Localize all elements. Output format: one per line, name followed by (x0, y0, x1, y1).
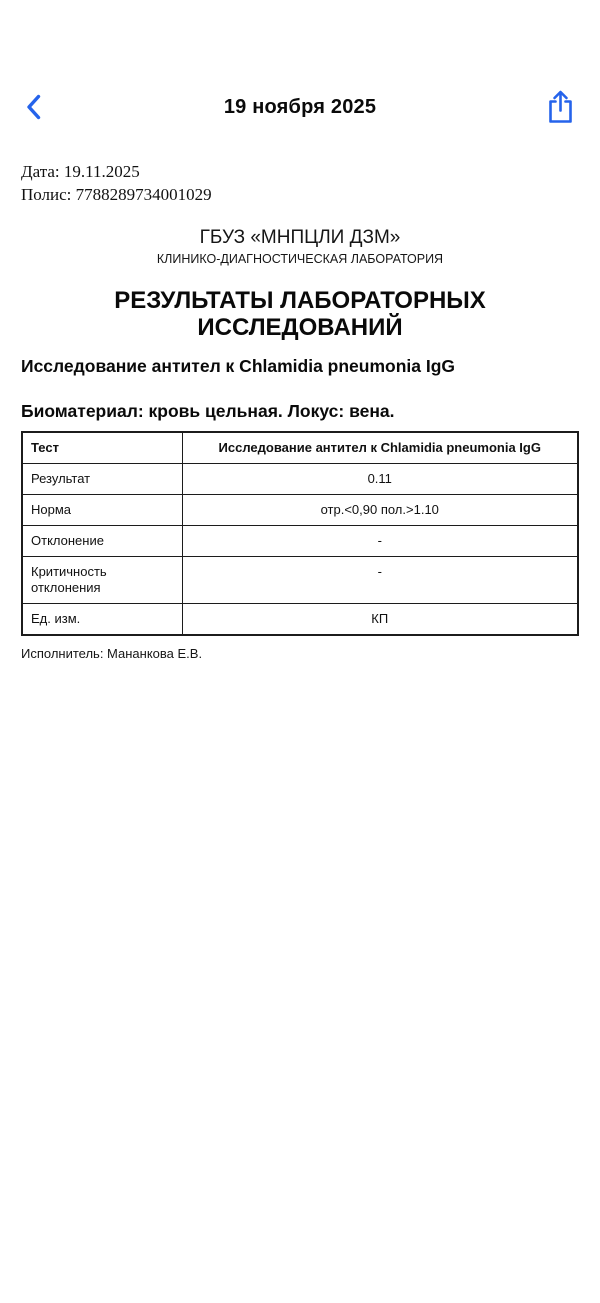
row-label: Результат (22, 464, 182, 495)
row-value: 0.11 (182, 464, 578, 495)
table-row (22, 432, 578, 464)
biomaterial-line: Биоматериал: кровь цельная. Локус: вена. (21, 401, 395, 421)
row-value: Исследование антител к Chlamidia pneumonia IgG (182, 432, 578, 464)
row-value: - (182, 557, 578, 604)
table-row (22, 464, 578, 495)
org-header (21, 227, 579, 267)
share-icon (547, 89, 574, 125)
row-label: Критичность отклонения (22, 557, 182, 604)
row-value: отр.<0,90 пол.>1.10 (182, 495, 578, 526)
table-row (22, 495, 578, 526)
row-label: Ед. изм. (22, 604, 182, 636)
chevron-left-icon (26, 94, 41, 120)
nav-title: 19 ноября 2025 (223, 95, 377, 118)
date-line: Дата: 19.11.2025 (21, 162, 140, 181)
executor-line: Исполнитель: Мананкова Е.В. (21, 646, 203, 661)
document-title: РЕЗУЛЬТАТЫ ЛАБОРАТОРНЫХ ИССЛЕДОВАНИЙ (114, 287, 486, 341)
row-value: КП (182, 604, 578, 636)
row-label: Норма (22, 495, 182, 526)
test-name-heading: Исследование антител к Chlamidia pneumonia IgG (21, 356, 456, 376)
table-row (22, 604, 578, 636)
table-row (22, 557, 578, 604)
document-view (0, 130, 600, 661)
org-subtitle: КЛИНИКО-ДИАГНОСТИЧЕСКАЯ ЛАБОРАТОРИЯ (156, 252, 444, 266)
share-button[interactable] (534, 84, 574, 130)
org-name: ГБУЗ «МНПЦЛИ ДЗМ» (199, 227, 401, 248)
results-table (21, 431, 579, 636)
row-label: Тест (22, 432, 182, 464)
policy-line: Полис: 7788289734001029 (21, 185, 212, 204)
nav-bar (0, 84, 600, 130)
back-button[interactable] (26, 84, 66, 130)
row-label: Отклонение (22, 526, 182, 557)
row-value: - (182, 526, 578, 557)
table-row (22, 526, 578, 557)
